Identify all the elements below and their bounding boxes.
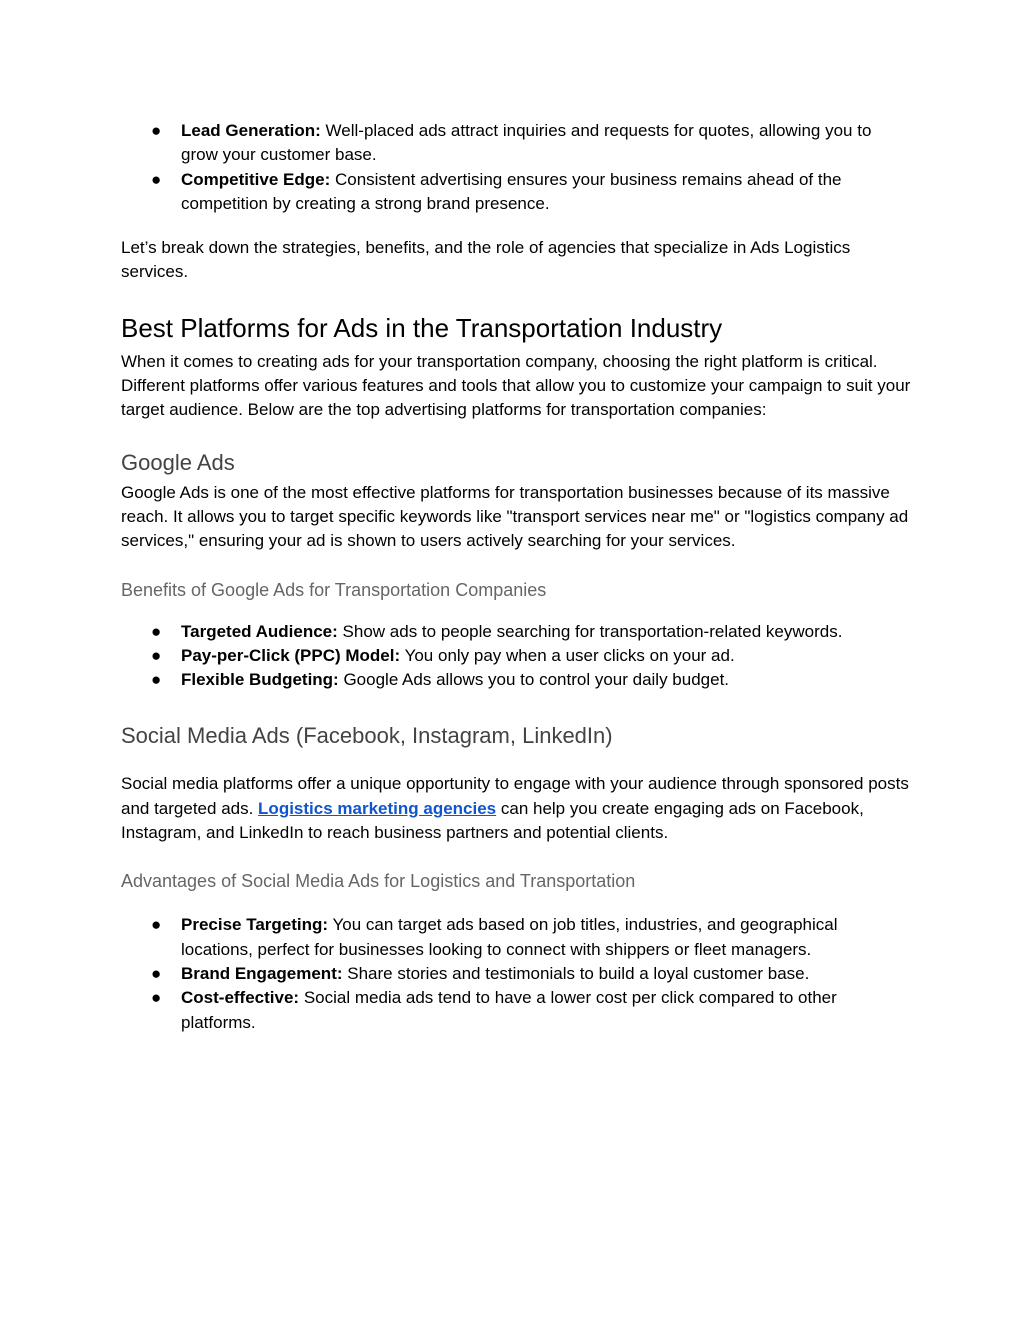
intro-paragraph: Let’s break down the strategies, benefits, and the role of agencies that specialize in Ads Logistics services. <box>121 238 851 282</box>
list-item <box>121 986 911 1035</box>
list-item <box>121 620 911 644</box>
list-item-text: Google Ads allows you to control your daily budget. <box>338 670 730 690</box>
social-advantages-heading: Advantages of Social Media Ads for Logistics and Transportation <box>121 871 636 892</box>
bullet-icon: ● <box>151 670 162 690</box>
paragraph-text: Social media platforms offer a unique opportunity to engage with your audience through sponsored posts and targeted ads. <box>121 774 909 818</box>
list-item-text: Well-placed ads attract inquiries and requests for quotes, allowing you to grow your customer base. <box>181 121 872 165</box>
list-item-lead: Targeted Audience: <box>181 621 338 641</box>
social-media-heading: Social Media Ads (Facebook, Instagram, LinkedIn) <box>121 723 613 749</box>
list-item <box>121 168 911 217</box>
logistics-agencies-link[interactable]: Logistics marketing agencies <box>258 798 497 818</box>
bullet-icon: ● <box>151 645 162 665</box>
bullet-icon: ● <box>151 988 162 1008</box>
google-benefits-list <box>121 620 911 693</box>
list-item-text: Social media ads tend to have a lower cost per click compared to other platforms. <box>181 988 837 1032</box>
list-item <box>121 913 911 962</box>
list-item-lead: Cost-effective: <box>181 988 300 1008</box>
list-item <box>121 644 911 668</box>
social-media-paragraph <box>121 772 911 845</box>
intro-bullet-list <box>121 119 911 216</box>
bullet-icon: ● <box>151 621 162 641</box>
list-item-lead: Brand Engagement: <box>181 963 343 983</box>
google-ads-heading: Google Ads <box>121 449 235 475</box>
paragraph-text: can help you create engaging ads on Facebook, Instagram, and LinkedIn to reach business partners and potential clients. <box>121 798 864 843</box>
list-item-lead: Competitive Edge: <box>181 169 331 189</box>
list-item-text: Consistent advertising ensures your business remains ahead of the competition by creating a strong brand presence. <box>181 169 842 213</box>
list-item-lead: Flexible Budgeting: <box>181 670 339 690</box>
google-benefits-heading: Benefits of Google Ads for Transportation Companies <box>121 579 547 600</box>
bullet-icon: ● <box>151 121 162 140</box>
list-item-lead: Pay-per-Click (PPC) Model: <box>181 645 401 665</box>
social-advantages-list <box>121 913 911 1034</box>
section-paragraph: When it comes to creating ads for your transportation company, choosing the right platform is critical. Different platforms offer various features and tools that allow you to customize your campaign to suit your target audience. Below are the top advertising platforms for transportation companies: <box>121 351 911 420</box>
section-title: Best Platforms for Ads in the Transportation Industry <box>121 312 723 343</box>
list-item-text: Share stories and testimonials to build a loyal customer base. <box>342 963 810 983</box>
list-item-text: You can target ads based on job titles, industries, and geographical locations, perfect for businesses looking to connect with shippers or fleet managers. <box>181 915 838 959</box>
bullet-icon: ● <box>151 963 162 983</box>
list-item <box>121 119 911 168</box>
bullet-icon: ● <box>151 915 162 935</box>
list-item <box>121 668 911 692</box>
list-item-lead: Lead Generation: <box>181 121 321 140</box>
document-content <box>121 119 911 1035</box>
list-item-text: You only pay when a user clicks on your ad. <box>400 645 735 665</box>
list-item-lead: Precise Targeting: <box>181 915 329 935</box>
google-ads-paragraph: Google Ads is one of the most effective platforms for transportation businesses because of its massive reach. It allows you to target specific keywords like "transport services near me" or "logistics company ad services," ensuring your ad is shown to users actively searching for your services. <box>121 482 909 551</box>
list-item <box>121 962 911 986</box>
list-item-text: Show ads to people searching for transportation-related keywords. <box>337 621 843 641</box>
bullet-icon: ● <box>151 169 162 189</box>
